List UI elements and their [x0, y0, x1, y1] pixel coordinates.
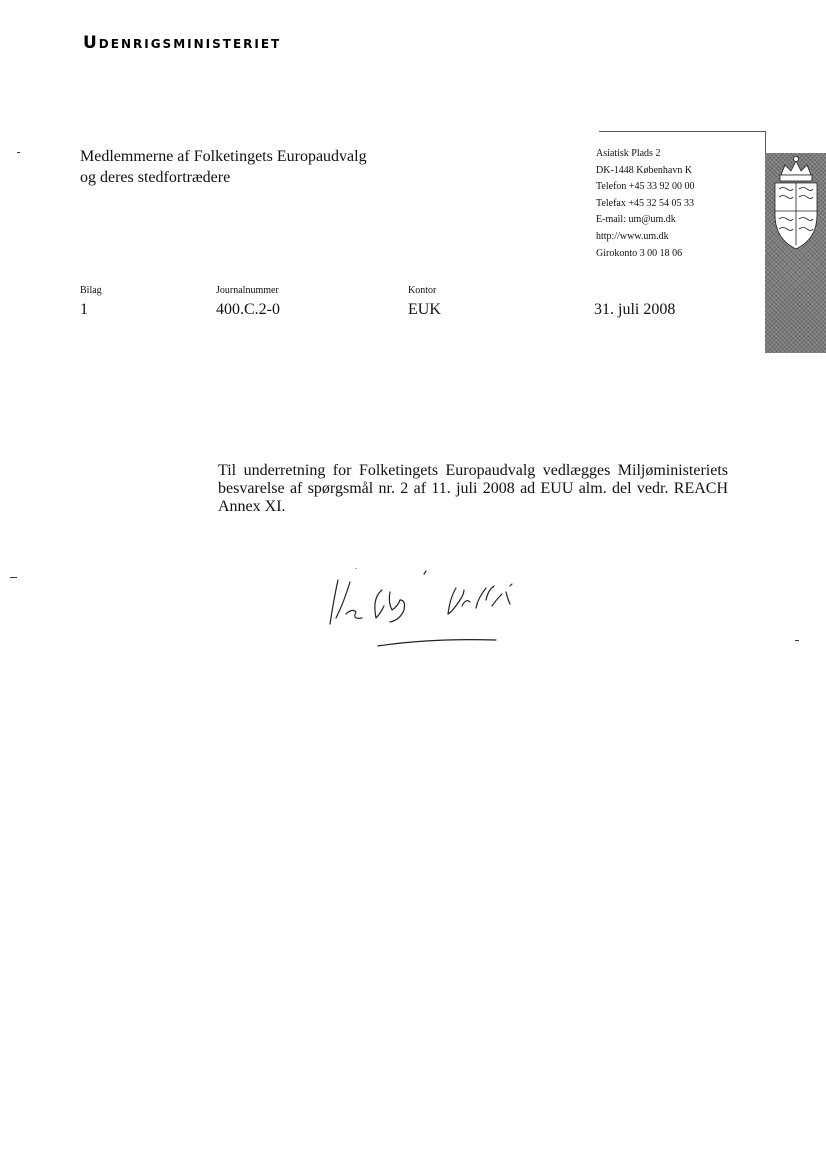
bilag-label: Bilag: [80, 285, 102, 296]
fold-mark: [10, 577, 17, 578]
danish-coat-of-arms-icon: [765, 153, 826, 353]
crest-banner: [765, 153, 826, 353]
address-side-rule: [765, 131, 766, 153]
bilag-value: 1: [80, 301, 88, 318]
ministry-name: Udenrigsministeriet: [83, 33, 282, 53]
journal-value: 400.C.2-0: [216, 301, 280, 318]
recipient-line-1: Medlemmerne af Folketingets Europaudvalg: [80, 148, 367, 165]
journal-label: Journalnummer: [216, 285, 279, 296]
letter-body: Til underretning for Folketingets Europaudvalg vedlægges Miljøministeriets besvarelse af spørgsmål nr. 2 af 11. juli 2008 ad EUU alm. del vedr. REACH Annex XI.: [218, 462, 728, 515]
kontor-value: EUK: [408, 301, 441, 318]
handwritten-signature: [320, 568, 540, 658]
address-street: Asiatisk Plads 2: [596, 148, 661, 159]
sender-address-block: [596, 146, 695, 262]
address-city: DK-1448 København K: [596, 164, 693, 176]
letter-date: 31. juli 2008: [594, 301, 676, 318]
address-web: http://www.um.dk: [596, 230, 669, 242]
address-fax: Telefax +45 32 54 05 33: [596, 197, 694, 209]
recipient-block: [80, 146, 367, 188]
address-phone: Telefon +45 33 92 00 00: [596, 181, 695, 193]
address-email: E-mail: um@um.dk: [596, 214, 676, 226]
address-giro: Girokonto 3 00 18 06: [596, 247, 683, 259]
scan-mark: [795, 640, 799, 641]
punch-mark: [17, 152, 20, 153]
address-top-rule: [599, 131, 765, 132]
recipient-line-2: og deres stedfortrædere: [80, 169, 231, 186]
kontor-label: Kontor: [408, 285, 437, 296]
